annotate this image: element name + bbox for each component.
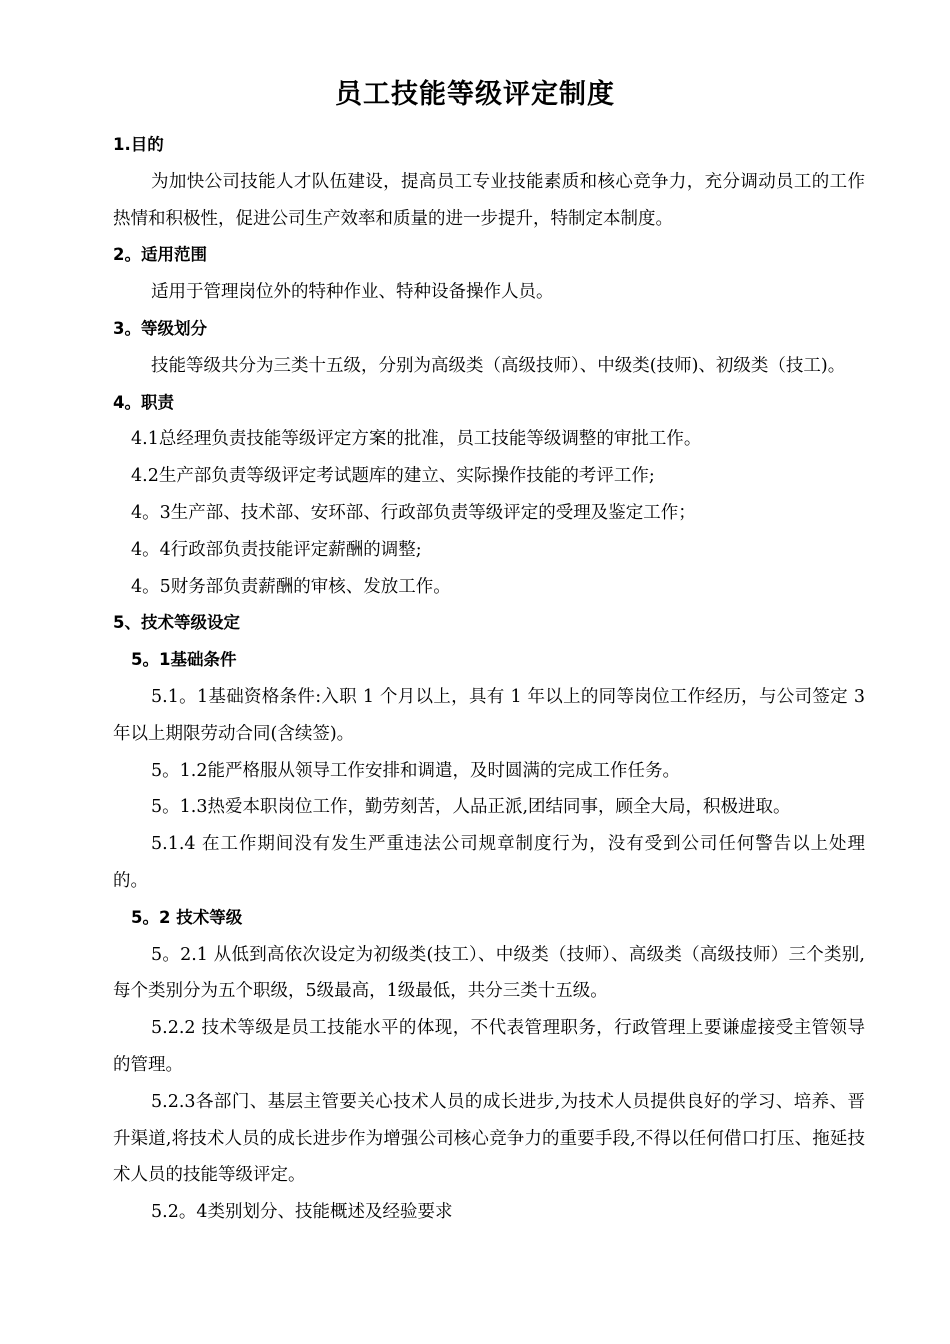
paragraph-5-1-2: 5。1.2能严格服从领导工作安排和调遣，及时圆满的完成工作任务。 bbox=[151, 760, 680, 781]
paragraph-5-1-3: 5。1.3热爱本职岗位工作，勤劳刻苦，人品正派,团结同事，顾全大局，积极进取。 bbox=[151, 797, 791, 818]
document-body bbox=[113, 127, 865, 1231]
paragraph-5-2-3: 5.2.3各部门、基层主管要关心技术人员的成长进步,为技术人员提供良好的学习、培养、晋升渠道,将技术人员的成长进步作为增强公司核心竞争力的重要手段,不得以任何借口打压、拖延技术人员的技能等级评定。 bbox=[113, 1091, 865, 1186]
duty-item-4-5: 4。5财务部负责薪酬的审核、发放工作。 bbox=[131, 576, 451, 597]
subsection-heading-basic-conditions: 5。1基础条件 bbox=[131, 650, 237, 670]
paragraph-5-2-4: 5.2。4类别划分、技能概述及经验要求 bbox=[151, 1202, 453, 1223]
section-heading-purpose: 1.目的 bbox=[113, 135, 164, 154]
paragraph-5-2-1: 5。2.1 从低到高依次设定为初级类(技工）、中级类（技师）、高级类（高级技师）三个类别,每个类别分为五个职级，5级最高，1级最低，共分三类十五级。 bbox=[113, 944, 865, 1002]
paragraph-5-1-4: 5.1.4 在工作期间没有发生严重违法公司规章制度行为，没有受到公司任何警告以上处理的。 bbox=[113, 834, 865, 891]
section-heading-levels: 3。等级划分 bbox=[113, 318, 207, 338]
subsection-heading-technical-grade: 5。2 技术等级 bbox=[131, 907, 243, 927]
section-heading-scope: 2。适用范围 bbox=[113, 245, 207, 265]
paragraph-purpose: 为加快公司技能人才队伍建设，提高员工专业技能素质和核心竞争力，充分调动员工的工作热情和积极性，促进公司生产效率和质量的进一步提升，特制定本制度。 bbox=[113, 171, 865, 229]
duty-item-4-4: 4。4行政部负责技能评定薪酬的调整; bbox=[131, 539, 422, 560]
paragraph-scope: 适用于管理岗位外的特种作业、特种设备操作人员。 bbox=[151, 282, 554, 303]
duty-item-4-1: 4.1总经理负责技能等级评定方案的批准，员工技能等级调整的审批工作。 bbox=[131, 429, 702, 450]
section-heading-grade-setting: 5、技术等级设定 bbox=[113, 613, 240, 633]
paragraph-levels: 技能等级共分为三类十五级，分别为高级类（高级技师）、中级类(技师)、初级类（技工)。 bbox=[151, 355, 846, 376]
duty-item-4-3: 4。3生产部、技术部、安环部、行政部负责等级评定的受理及鉴定工作； bbox=[131, 502, 696, 523]
duty-item-4-2: 4.2生产部负责等级评定考试题库的建立、实际操作技能的考评工作; bbox=[131, 466, 655, 487]
section-heading-duties: 4。职责 bbox=[113, 392, 174, 412]
document-title: 员工技能等级评定制度 bbox=[335, 79, 615, 110]
paragraph-5-1-1: 5.1。1基础资格条件:入职 1 个月以上，具有 1 年以上的同等岗位工作经历，与公司签定 3 年以上期限劳动合同(含续签)。 bbox=[113, 686, 865, 744]
paragraph-5-2-2: 5.2.2 技术等级是员工技能水平的体现，不代表管理职务，行政管理上要谦虚接受主管领导的管理。 bbox=[113, 1018, 865, 1075]
